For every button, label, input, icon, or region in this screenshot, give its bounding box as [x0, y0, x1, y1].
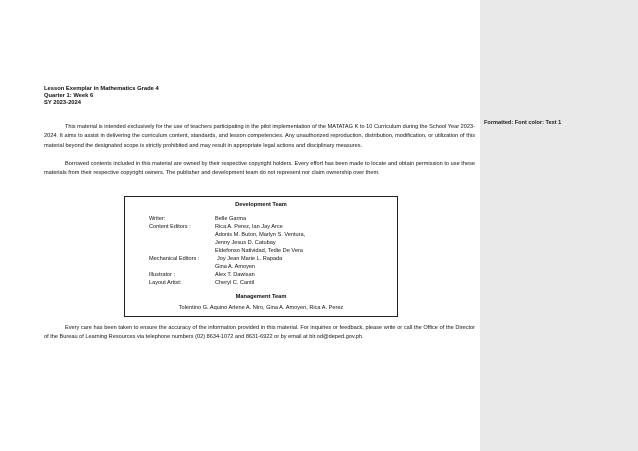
credit-name: Gina A. Amoyen [215, 264, 256, 270]
document-header [44, 86, 159, 107]
credit-name: Adonis M. Buton, Marlyn S. Ventura, [215, 232, 306, 238]
contact-paragraph: Every care has been taken to ensure the accuracy of the information provided in this material. For inquiries or feedback, please write or call the Office of the Director of the Bureau of Learning Resources via telephone numbers (02) 8634-1072 and 8631-6922 or by email at blr.od@deped.gov.ph. [44, 325, 475, 341]
credit-name: Alex T. Dawisan [215, 272, 255, 278]
credit-name: Belle Garma [215, 216, 247, 222]
header-quarter: Quarter 1: Week 6 [44, 93, 94, 99]
credit-role: Illustrator : [149, 272, 176, 278]
credit-name: Rica A. Perez, Ian Jay Arce [215, 224, 283, 230]
comment-pane [480, 0, 638, 451]
team-box [124, 196, 398, 317]
credit-name: Cheryl C. Cantil [215, 280, 255, 286]
credit-role: Mechanical Editors : [149, 256, 200, 262]
management-team-title: Management Team [235, 294, 287, 300]
credit-name: Jenny Jesus D. Catubay [215, 240, 276, 246]
credit-role: Layout Artist: [149, 280, 182, 286]
header-school-year: SY 2023-2024 [44, 100, 81, 106]
credit-name: Eldefonso Natividad, Tedie De Vera [215, 248, 303, 254]
credit-content-editors [125, 224, 397, 256]
management-team-names: Tolentino G. Aquino Arlene A. Niro, Gina A. Amoyen, Rica A. Perez [178, 305, 344, 311]
credit-role: Writer: [149, 216, 166, 222]
credit-name: Joy Jean Marie L. Rapada [217, 256, 283, 262]
development-team-title: Development Team [235, 202, 287, 208]
usage-notice-paragraph: This material is intended exclusively for the use of teachers participating in the pilot implementation of the MATATAG K to 10 Curriculum during the School Year 2023-2024. It aims to assist in delivering the curriculum content, standards, and lesson competencies. Any unauthorized reproduction, distribution, modification, or utilization of this material beyond the designated scope is strictly prohibited and may result in appropriate legal actions and disciplinary measures. [44, 124, 475, 149]
credit-role: Content Editors : [149, 224, 191, 230]
credit-mechanical-editors [125, 256, 397, 272]
copyright-paragraph: Borrowed contents included in this material are owned by their respective copyright holders. Every effort has been made to locate and obtain permission to use these materials from their respective copyright owners. The publisher and development team do not represent nor claim ownership over them. [44, 161, 475, 177]
formatting-comment[interactable]: Formatted: Font color: Text 1 [484, 120, 562, 126]
header-title: Lesson Exemplar in Mathematics Grade 4 [44, 86, 159, 92]
